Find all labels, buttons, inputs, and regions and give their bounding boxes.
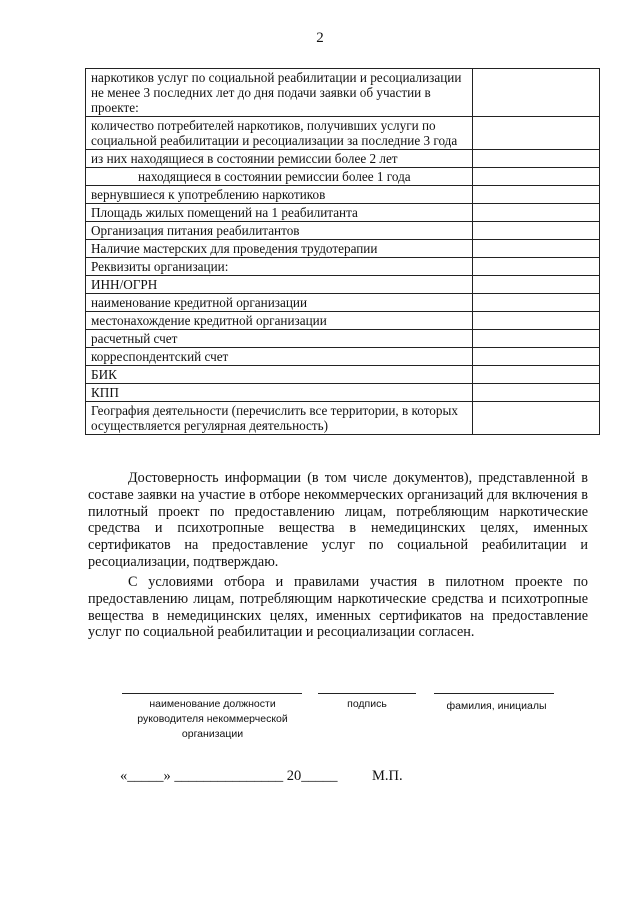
row-value-cell[interactable] xyxy=(472,204,599,222)
row-value-cell[interactable] xyxy=(472,186,599,204)
row-value-cell[interactable] xyxy=(472,240,599,258)
name-caption: фамилия, инициалы xyxy=(446,700,547,712)
row-value-cell[interactable] xyxy=(472,348,599,366)
table-row xyxy=(86,186,600,204)
page-number: 2 xyxy=(316,30,324,46)
stamp-mark: М.П. xyxy=(372,768,403,784)
row-label: Реквизиты организации: xyxy=(86,258,473,276)
row-value-cell[interactable] xyxy=(472,402,599,435)
row-value-cell[interactable] xyxy=(472,330,599,348)
table-row xyxy=(86,294,600,312)
table-row xyxy=(86,276,600,294)
row-label: находящиеся в состоянии ремиссии более 1 года xyxy=(86,168,473,186)
table-row xyxy=(86,330,600,348)
row-label: Организация питания реабилитантов xyxy=(86,222,473,240)
row-label: расчетный счет xyxy=(86,330,473,348)
row-label: БИК xyxy=(86,366,473,384)
consent-paragraph: С условиями отбора и правилами участия в пилотном проекте по предоставлению лицам, потребляющим наркотические средства и психотропные вещества в немедицинских целях, именных сертификатов на предоставление услуг по социальной реабилитации и ресоциализации согласен. xyxy=(88,574,588,641)
table-row xyxy=(86,384,600,402)
table-row xyxy=(86,366,600,384)
signature-line xyxy=(318,693,416,694)
row-label: местонахождение кредитной организации xyxy=(86,312,473,330)
row-label: География деятельности (перечислить все территории, в которых осуществляется регулярная деятельность) xyxy=(86,402,473,435)
table-row xyxy=(86,240,600,258)
row-label: Площадь жилых помещений на 1 реабилитанта xyxy=(86,204,473,222)
row-value-cell[interactable] xyxy=(472,384,599,402)
table-row xyxy=(86,117,600,150)
row-label: из них находящиеся в состоянии ремиссии более 2 лет xyxy=(86,150,473,168)
row-label: вернувшиеся к употреблению наркотиков xyxy=(86,186,473,204)
position-caption: наименование должности руководителя некоммерческой организации xyxy=(137,698,288,740)
row-value-cell[interactable] xyxy=(472,276,599,294)
signature-caption: подпись xyxy=(347,698,387,710)
table-row xyxy=(86,258,600,276)
position-signature-line xyxy=(122,693,302,694)
confirmation-paragraph: Достоверность информации (в том числе документов), представленной в составе заявки на участие в отборе некоммерческих организаций для включения в пилотный проект по предоставлению лицам, потребляющим наркотические средства и психотропные вещества в немедицинских целях, именных сертификатов на предоставление услуг по социальной реабилитации и ресоциализации, подтверждаю. xyxy=(88,470,588,570)
table-row xyxy=(86,204,600,222)
requisites-table xyxy=(85,68,600,435)
name-signature-line xyxy=(434,693,554,694)
row-value-cell[interactable] xyxy=(472,294,599,312)
row-label: ИНН/ОГРН xyxy=(86,276,473,294)
row-value-cell[interactable] xyxy=(472,258,599,276)
row-value-cell[interactable] xyxy=(472,312,599,330)
row-label: наименование кредитной организации xyxy=(86,294,473,312)
row-value-cell[interactable] xyxy=(472,168,599,186)
table-row xyxy=(86,168,600,186)
date-line: «_____» _______________ 20_____ xyxy=(120,768,338,784)
table-row xyxy=(86,312,600,330)
table-row xyxy=(86,69,600,117)
table-row xyxy=(86,402,600,435)
row-value-cell[interactable] xyxy=(472,366,599,384)
row-label: наркотиков услуг по социальной реабилитации и ресоциализации не менее 3 последних лет до дня подачи заявки об участии в проекте: xyxy=(86,69,473,117)
row-value-cell[interactable] xyxy=(472,69,599,117)
row-value-cell[interactable] xyxy=(472,117,599,150)
row-label: КПП xyxy=(86,384,473,402)
table-row xyxy=(86,222,600,240)
row-value-cell[interactable] xyxy=(472,222,599,240)
table-row xyxy=(86,150,600,168)
table-row xyxy=(86,348,600,366)
row-label: количество потребителей наркотиков, получивших услуги по социальной реабилитации и ресоциализации за последние 3 года xyxy=(86,117,473,150)
row-label: корреспондентский счет xyxy=(86,348,473,366)
row-label: Наличие мастерских для проведения трудотерапии xyxy=(86,240,473,258)
row-value-cell[interactable] xyxy=(472,150,599,168)
